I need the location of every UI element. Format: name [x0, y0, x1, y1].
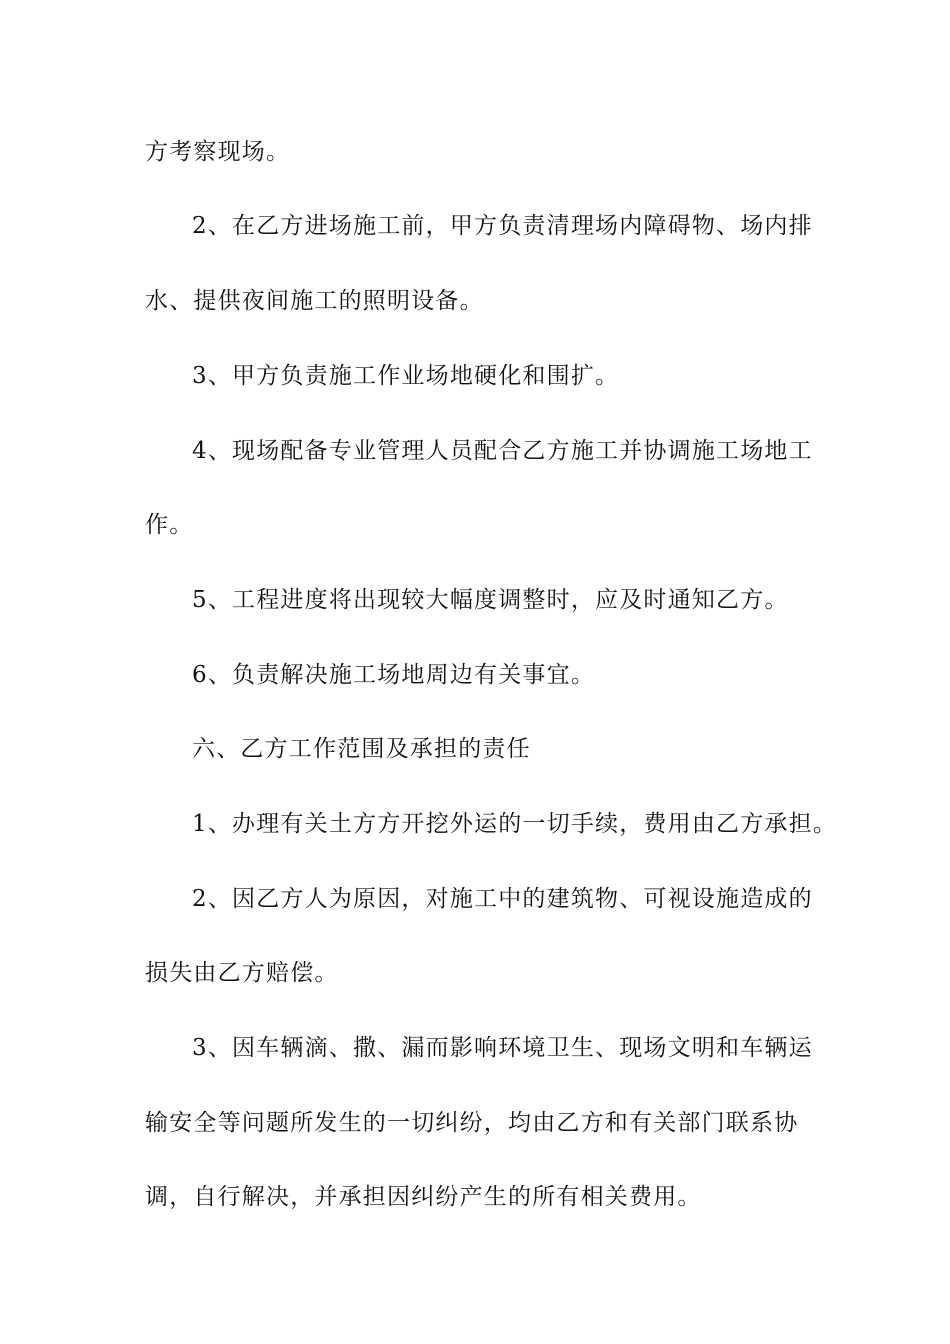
text-line: 6、负责解决施工场地周边有关事宜。: [192, 662, 596, 688]
text-line: 作。: [145, 512, 194, 538]
text-line: 3、因车辆滴、撒、漏而影响环境卫生、现场文明和车辆运: [192, 1035, 813, 1061]
text-line: 4、现场配备专业管理人员配合乙方施工并协调施工场地工: [192, 438, 813, 464]
text-line: 方考察现场。: [145, 139, 291, 165]
text-line: 水、提供夜间施工的照明设备。: [145, 288, 484, 314]
text-line: 5、工程进度将出现较大幅度调整时，应及时通知乙方。: [192, 587, 789, 613]
text-line: 2、在乙方进场施工前，甲方负责清理场内障碍物、场内排: [192, 213, 813, 239]
text-line: 3、甲方负责施工作业场地硬化和围扩。: [192, 363, 620, 389]
section-heading: 六、乙方工作范围及承担的责任: [192, 736, 531, 762]
text-line: 1、办理有关土方方开挖外运的一切手续，费用由乙方承担。: [192, 811, 838, 837]
text-line: 损失由乙方赔偿。: [145, 960, 339, 986]
text-line: 调，自行解决，并承担因纠纷产生的所有相关费用。: [145, 1184, 702, 1210]
text-line: 输安全等问题所发生的一切纠纷，均由乙方和有关部门联系协: [145, 1110, 799, 1136]
text-line: 2、因乙方人为原因，对施工中的建筑物、可视设施造成的: [192, 886, 813, 912]
